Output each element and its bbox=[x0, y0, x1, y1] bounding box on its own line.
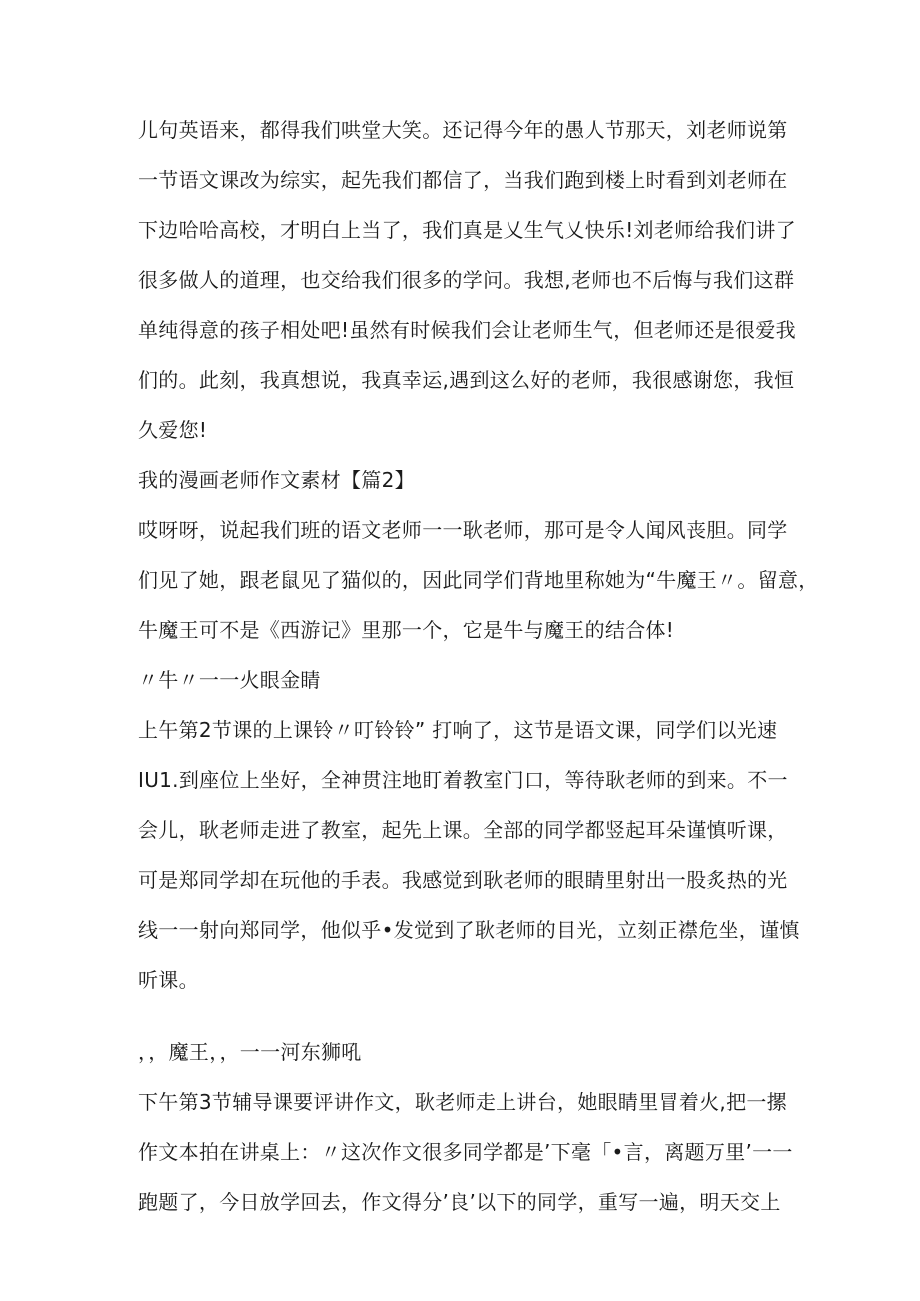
paragraph-line: 单纯得意的孩子相处吧!虽然有时候我们会让老师生气，但老师还是很爱我 bbox=[138, 318, 796, 342]
paragraph-line: 们见了她，跟老鼠见了猫似的，因此同学们背地里称她为“牛魔王〃。留意， bbox=[138, 568, 819, 592]
paragraph-line: IU1.到座位上坐好，全神贯注地盯着教室门口，等待耿老师的到来。不一 bbox=[138, 768, 788, 792]
paragraph-line: 哎呀呀，说起我们班的语文老师一一耿老师，那可是令人闻风丧胆。同学 bbox=[138, 518, 788, 542]
paragraph-line: 上午第2节课的上课铃〃叮铃铃” 打响了，这节是语文课，同学们以光速 bbox=[138, 718, 778, 742]
paragraph-line: 们的。此刻，我真想说，我真幸运,遇到这么好的老师，我很感谢您，我恒 bbox=[138, 368, 795, 392]
paragraph-line: 一节语文课改为综实，起先我们都信了，当我们跑到楼上时看到刘老师在 bbox=[138, 168, 788, 192]
paragraph-line: 下边哈哈高校，才明白上当了，我们真是乂生气乂快乐!刘老师给我们讲了 bbox=[138, 218, 796, 242]
paragraph-line: 可是郑同学却在玩他的手表。我感觉到耿老师的眼睛里射出一股炙热的光 bbox=[138, 868, 788, 892]
paragraph-line: 久爱您! bbox=[138, 418, 208, 442]
blank-line bbox=[138, 1014, 788, 1036]
paragraph-line: 牛魔王可不是《西游记》里那一个，它是牛与魔王的结合体! bbox=[138, 618, 675, 642]
paragraph-line: 听课。 bbox=[138, 968, 199, 992]
paragraph-line: 线一一射向郑同学，他似乎•发觉到了耿老师的目光，立刻正襟危坐，谨慎 bbox=[138, 918, 800, 942]
paragraph-line: 会儿，耿老师走进了教室，起先上课。全部的同学都竖起耳朵谨慎听课， bbox=[138, 818, 788, 842]
essay-text bbox=[138, 114, 819, 1236]
subheading: 〃牛〃一一火眼金睛 bbox=[138, 668, 321, 692]
subheading: ，，魔王，，一一河东狮吼 bbox=[138, 1040, 362, 1064]
paragraph-line: 儿句英语来，都得我们哄堂大笑。还记得今年的愚人节那天，刘老师说第 bbox=[138, 118, 788, 142]
paragraph-line: 跑题了，今日放学回去，作文得分’良’以下的同学，重写一遍，明天交上 bbox=[138, 1190, 781, 1214]
paragraph-line: 作文本拍在讲桌上：〃这次作文很多同学都是’下毫「•言，离题万里’一一 bbox=[138, 1140, 793, 1164]
paragraph-line: 很多做人的道理，也交给我们很多的学问。我想,老师也不后悔与我们这群 bbox=[138, 268, 795, 292]
paragraph-line: 下午第3节辅导课要评讲作文，耿老师走上讲台，她眼睛里冒着火,把一摞 bbox=[138, 1090, 787, 1114]
section-title: 我的漫画老师作文素材【篇2】 bbox=[138, 468, 415, 492]
